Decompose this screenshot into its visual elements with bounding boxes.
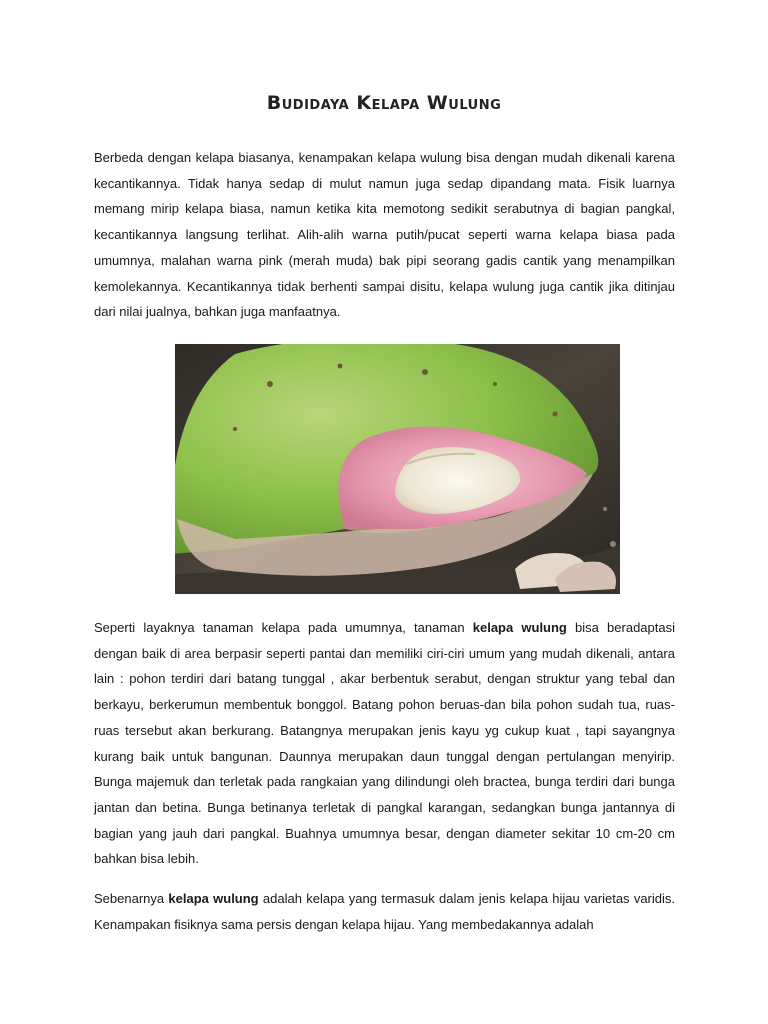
paragraph-variety (94, 886, 675, 937)
paragraph-variety-rest: adalah kelapa yang termasuk dalam jenis kelapa hijau varietas varidis. Kenampakan fisiknya sama persis dengan kelapa hijau. Yang membedakannya adalah (94, 891, 675, 932)
paragraph-characteristics-rest: bisa beradaptasi dengan baik di area berpasir seperti pantai dan memiliki ciri-ciri umum yang mudah dikenali, antara lain : pohon terdiri dari batang tunggal , akar berbentuk serabut, dengan struktur yang tebal dan berkayu, berkerumun membentuk bonggol. Batang pohon beruas-dan bila pohon sudah tua, ruas-ruas tersebut akan berkurang. Batangnya merupakan jenis kayu yg cukup kuat , tapi sayangnya kurang baik untuk bangunan. Daunnya merupakan daun tunggal dengan pertulangan menyirip. Bunga majemuk dan terletak pada rangkaian yang dilindungi oleh bractea, bunga terdiri dari bunga jantan dan betina. Bunga betinanya terletak di pangkal karangan, sedangkan bunga jantannya di bagian yang jauh dari pangkal. Buahnya umumnya besar, dengan diameter sekitar 10 cm-20 cm bahkan bisa lebih. (94, 620, 675, 867)
document-title: Budidaya Kelapa Wulung (266, 92, 502, 114)
paragraph-variety-bold: kelapa wulung (168, 891, 259, 906)
paragraph-characteristics-bold: kelapa wulung (472, 620, 567, 635)
coconut-photo (175, 344, 620, 594)
paragraph-variety-intro: Sebenarnya (94, 891, 169, 906)
paragraph-intro: Berbeda dengan kelapa biasanya, kenampakan kelapa wulung bisa dengan mudah dikenali karena kecantikannya. Tidak hanya sedap di mulut namun juga sedap dipandang mata. Fisik luarnya memang mirip kelapa biasa, namun ketika kita memotong sedikit serabutnya di bagian pangkal, kecantikannya langsung terlihat. Alih-alih warna putih/pucat seperti warna kelapa biasa pada umumnya, malahan warna pink (merah muda) bak pipi seorang gadis cantik yang menampilkan kemolekannya. Kecantikannya tidak berhenti sampai disitu, kelapa wulung juga cantik jika ditinjau dari nilai jualnya, bahkan juga manfaatnya. (94, 150, 675, 320)
paragraph-characteristics (94, 615, 675, 872)
paragraph-characteristics-intro: Seperti layaknya tanaman kelapa pada umumnya, tanaman (94, 620, 473, 635)
